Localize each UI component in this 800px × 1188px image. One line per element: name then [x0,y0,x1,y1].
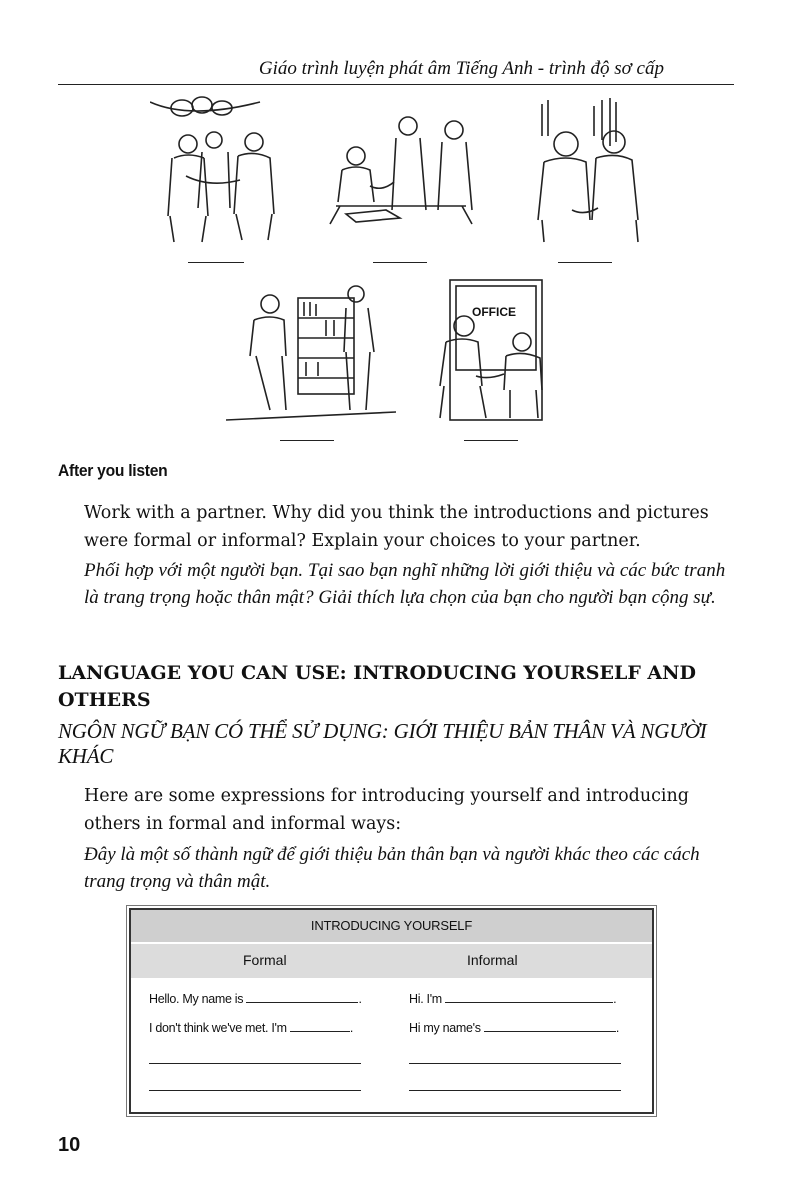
header-rule [58,84,734,85]
answer-line-5 [464,440,518,441]
section-intro-en: Here are some expressions for introducing yourself and introducing others in formal and informal ways: [84,786,690,834]
formal-phrase: I don't think we've met. I'm [149,1021,287,1035]
section-heading-en: LANGUAGE YOU CAN USE: INTRODUCING YOURSELF AND OTHERS [58,662,697,711]
fill-blank[interactable] [445,992,613,1003]
informal-phrase: Hi my name's [409,1021,481,1035]
informal-row-1: Hi. I'm . [409,992,617,1006]
section-intro-vi: Đây là một số thành ngữ để giới thiệu bản thân bạn và người khác theo các cách trang trọng và thân mật. [84,844,700,892]
fill-blank[interactable] [484,1021,616,1032]
answer-line-1 [188,262,244,263]
illustration-party-greeting [150,96,290,246]
page-number: 10 [58,1134,81,1156]
blank-row-line[interactable] [149,1090,361,1091]
after-listen-instruction-en: Work with a partner. Why did you think the introductions and pictures were formal or informal? Explain your choices to your partner. [84,503,709,551]
section-heading-vi: NGÔN NGỮ BẠN CÓ THỂ SỬ DỤNG: GIỚI THIỆU BẢN THÂN VÀ NGƯỜI KHÁC [58,719,707,768]
illustration-city-greeting [528,96,648,246]
office-sign: OFFICE [472,305,516,319]
fill-blank[interactable] [246,992,358,1003]
formal-row-1: Hello. My name is . [149,992,362,1006]
column-informal: Informal [467,952,518,968]
informal-phrase: Hi. I'm [409,992,442,1006]
table-title: INTRODUCING YOURSELF [131,910,652,942]
answer-line-3 [558,262,612,263]
fill-blank[interactable] [290,1021,350,1032]
column-formal: Formal [243,952,287,968]
blank-row-line[interactable] [409,1063,621,1064]
after-listen-title: After you listen [58,461,168,480]
introducing-yourself-table [129,908,654,1114]
blank-row-line[interactable] [149,1063,361,1064]
answer-line-4 [280,440,334,441]
illustration-bookshelf-chat [226,280,396,425]
table-column-header [131,944,652,978]
after-listen-instruction-vi: Phối hợp với một người bạn. Tại sao bạn nghĩ những lời giới thiệu và các bức tranh là trang trọng hoặc thân mật? Giải thích lựa chọn của bạn cho người bạn cộng sự. [84,560,726,608]
illustration-office-handshake [316,106,486,226]
blank-row-line[interactable] [409,1090,621,1091]
formal-phrase: Hello. My name is [149,992,244,1006]
formal-row-2: I don't think we've met. I'm . [149,1021,354,1035]
illustration-office-door-handshake [426,276,548,422]
answer-line-2 [373,262,427,263]
informal-row-2: Hi my name's . [409,1021,620,1035]
running-title: Giáo trình luyện phát âm Tiếng Anh - trình độ sơ cấp [258,58,664,79]
